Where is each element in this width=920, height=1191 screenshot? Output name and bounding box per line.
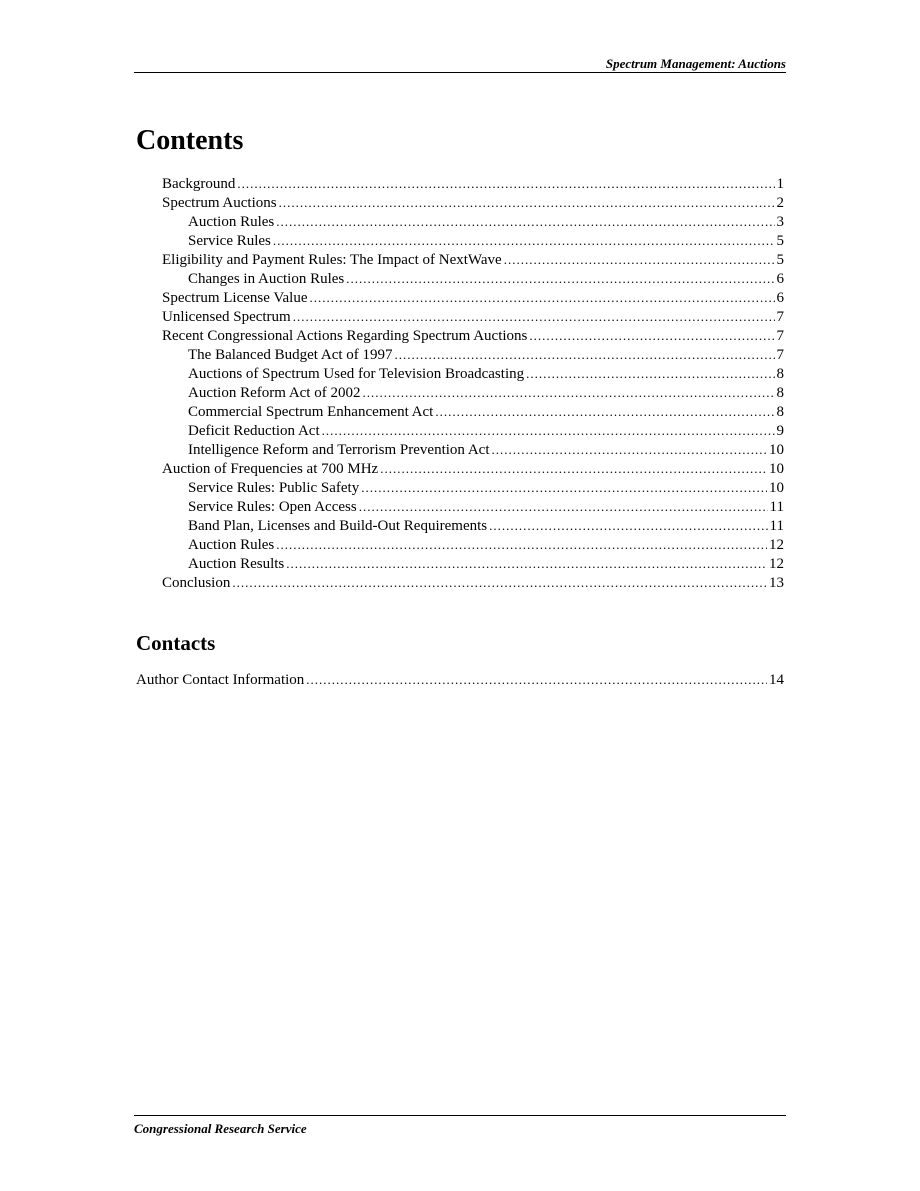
toc-entry-title: Auction Reform Act of 2002 xyxy=(188,385,361,401)
toc-entry-title: Auction Results xyxy=(188,556,285,572)
toc-entry-title: Unlicensed Spectrum xyxy=(162,309,291,325)
toc-dot-leader xyxy=(361,478,767,497)
toc-entry-title: Service Rules: Open Access xyxy=(188,499,357,515)
toc-entry[interactable] xyxy=(136,326,784,345)
toc-entry[interactable] xyxy=(136,345,784,364)
toc-entry-page: 13 xyxy=(769,575,784,591)
toc-dot-leader xyxy=(237,174,774,193)
toc-entry[interactable] xyxy=(136,269,784,288)
toc-entry[interactable] xyxy=(136,288,784,307)
toc-dot-leader xyxy=(504,250,775,269)
toc-entry-title: Background xyxy=(162,176,236,192)
toc-dot-leader xyxy=(276,535,767,554)
page-footer xyxy=(134,1115,786,1138)
toc-entry-title: Service Rules: Public Safety xyxy=(188,480,360,496)
toc-dot-leader xyxy=(362,383,774,402)
toc-dot-leader xyxy=(395,345,775,364)
toc-entry[interactable] xyxy=(136,250,784,269)
toc-dot-leader xyxy=(489,516,767,535)
footer-organization: Congressional Research Service xyxy=(134,1121,307,1136)
toc-entry-title: Author Contact Information xyxy=(136,672,305,688)
toc-dot-leader xyxy=(492,440,767,459)
toc-entry-page: 12 xyxy=(769,556,784,572)
toc-entry-page: 8 xyxy=(776,404,784,420)
toc-dot-leader xyxy=(526,364,774,383)
running-title: Spectrum Management: Auctions xyxy=(605,56,786,71)
toc-entry-title: Spectrum License Value xyxy=(162,290,308,306)
toc-dot-leader xyxy=(380,459,767,478)
contacts-list xyxy=(136,670,784,689)
toc-entry[interactable] xyxy=(136,421,784,440)
toc-entry-page: 11 xyxy=(769,518,784,534)
toc-dot-leader xyxy=(232,573,767,592)
toc-entry-page: 10 xyxy=(769,480,784,496)
toc-entry-title: Recent Congressional Actions Regarding Spectrum Auctions xyxy=(162,328,528,344)
toc-entry-page: 8 xyxy=(776,385,784,401)
toc-entry[interactable] xyxy=(136,364,784,383)
toc-entry[interactable] xyxy=(136,212,784,231)
toc-entry[interactable] xyxy=(136,573,784,592)
toc-entry-title: Eligibility and Payment Rules: The Impact of NextWave xyxy=(162,252,502,268)
toc-entry-title: The Balanced Budget Act of 1997 xyxy=(188,347,393,363)
toc-entry-title: Deficit Reduction Act xyxy=(188,423,320,439)
toc-dot-leader xyxy=(276,212,774,231)
toc-entry-page: 6 xyxy=(776,271,784,287)
toc-entry[interactable] xyxy=(136,497,784,516)
toc-entry[interactable] xyxy=(136,174,784,193)
toc-entry-page: 11 xyxy=(769,499,784,515)
toc-entry-page: 5 xyxy=(776,252,784,268)
toc-entry-title: Auction Rules xyxy=(188,214,275,230)
table-of-contents xyxy=(136,174,784,592)
toc-entry-title: Spectrum Auctions xyxy=(162,195,277,211)
toc-entry[interactable] xyxy=(136,459,784,478)
running-header xyxy=(134,56,786,73)
toc-entry-page: 14 xyxy=(769,672,784,688)
contacts-heading: Contacts xyxy=(136,631,216,655)
toc-dot-leader xyxy=(359,497,768,516)
toc-entry[interactable] xyxy=(136,440,784,459)
contents-heading: Contents xyxy=(136,125,244,156)
toc-entry[interactable] xyxy=(136,478,784,497)
toc-entry-title: Conclusion xyxy=(162,575,231,591)
toc-entry[interactable] xyxy=(136,231,784,250)
toc-entry-title: Changes in Auction Rules xyxy=(188,271,345,287)
toc-entry-title: Auction of Frequencies at 700 MHz xyxy=(162,461,379,477)
toc-entry-page: 2 xyxy=(776,195,784,211)
toc-entry-page: 7 xyxy=(776,328,784,344)
toc-entry-page: 7 xyxy=(776,347,784,363)
toc-entry[interactable] xyxy=(136,307,784,326)
toc-entry[interactable] xyxy=(136,670,784,689)
toc-dot-leader xyxy=(293,307,775,326)
toc-entry[interactable] xyxy=(136,402,784,421)
toc-entry[interactable] xyxy=(136,535,784,554)
toc-entry[interactable] xyxy=(136,383,784,402)
toc-entry-title: Intelligence Reform and Terrorism Prevention Act xyxy=(188,442,490,458)
toc-dot-leader xyxy=(435,402,774,421)
toc-entry-page: 7 xyxy=(776,309,784,325)
toc-entry-page: 12 xyxy=(769,537,784,553)
toc-entry-page: 8 xyxy=(776,366,784,382)
toc-entry-page: 1 xyxy=(776,176,784,192)
toc-entry-page: 9 xyxy=(776,423,784,439)
toc-entry[interactable] xyxy=(136,193,784,212)
toc-entry[interactable] xyxy=(136,516,784,535)
toc-entry-page: 5 xyxy=(776,233,784,249)
toc-entry-title: Commercial Spectrum Enhancement Act xyxy=(188,404,434,420)
toc-dot-leader xyxy=(279,193,775,212)
toc-dot-leader xyxy=(529,326,774,345)
toc-entry-title: Auctions of Spectrum Used for Television Broadcasting xyxy=(188,366,525,382)
toc-dot-leader xyxy=(310,288,775,307)
toc-entry-title: Service Rules xyxy=(188,233,271,249)
toc-entry-page: 3 xyxy=(776,214,784,230)
toc-dot-leader xyxy=(286,554,767,573)
toc-dot-leader xyxy=(346,269,774,288)
toc-entry-page: 10 xyxy=(769,461,784,477)
toc-entry[interactable] xyxy=(136,554,784,573)
toc-entry-title: Band Plan, Licenses and Build-Out Requirements xyxy=(188,518,488,534)
toc-dot-leader xyxy=(273,231,775,250)
toc-entry-title: Auction Rules xyxy=(188,537,275,553)
toc-dot-leader xyxy=(306,670,767,689)
toc-entry-page: 10 xyxy=(769,442,784,458)
toc-dot-leader xyxy=(322,421,775,440)
toc-entry-page: 6 xyxy=(776,290,784,306)
